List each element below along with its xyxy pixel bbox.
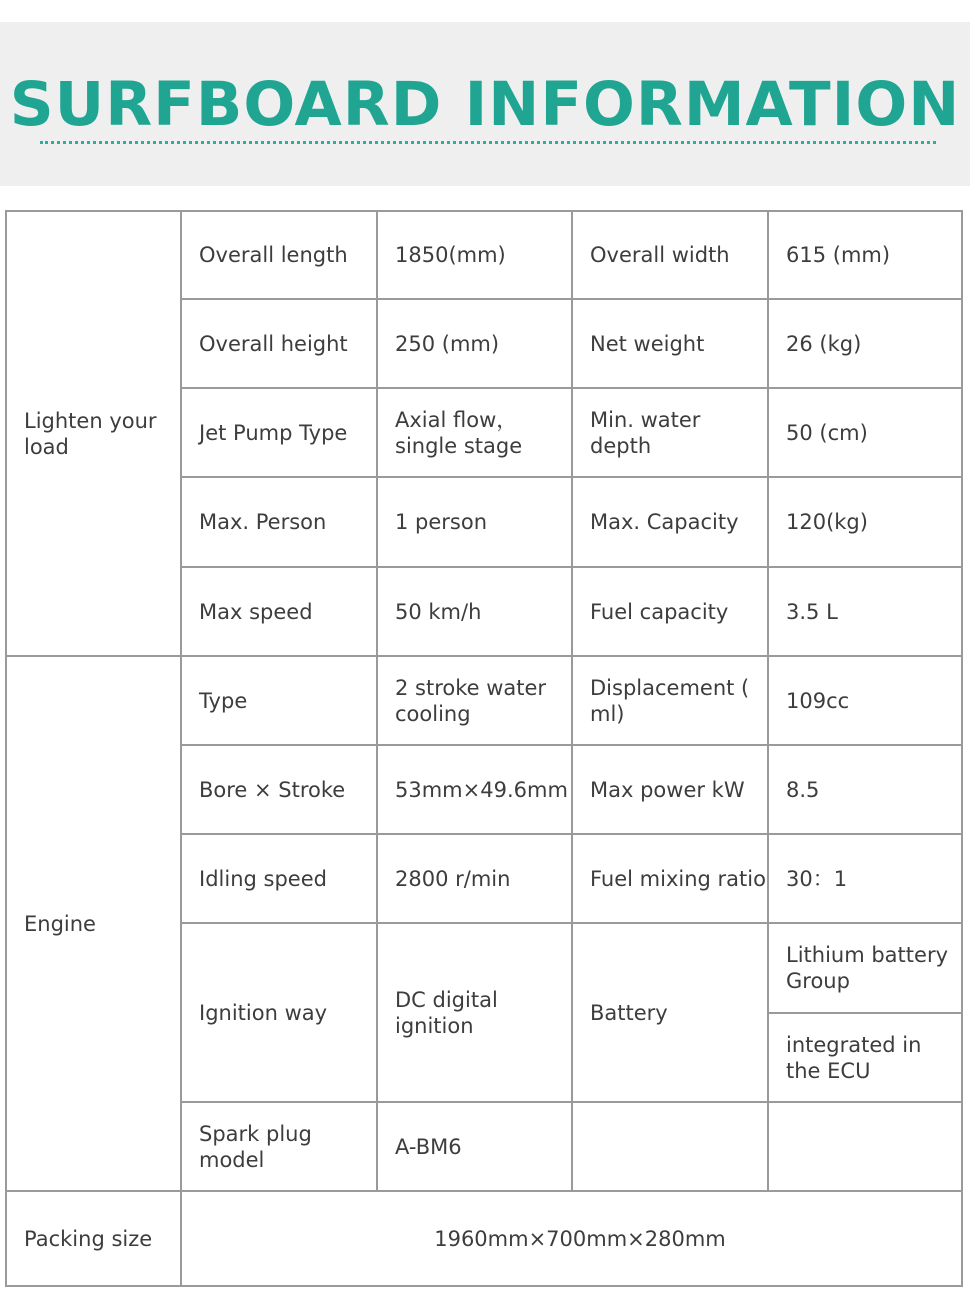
label-jet-pump: Jet Pump Type bbox=[181, 388, 377, 477]
value-packing-size: 1960mm×700mm×280mm bbox=[181, 1191, 962, 1286]
value-jet-pump: Axial flow，single stage bbox=[377, 388, 572, 477]
label-spark-plug: Spark plug model bbox=[181, 1102, 377, 1191]
label-overall-height: Overall height bbox=[181, 299, 377, 388]
value-min-water-depth: 50 (cm) bbox=[768, 388, 962, 477]
table-row bbox=[6, 211, 962, 299]
table-row bbox=[6, 656, 962, 745]
section-label-lighten: Lighten your load bbox=[6, 211, 181, 656]
label-battery: Battery bbox=[572, 923, 768, 1102]
label-bore-stroke: Bore × Stroke bbox=[181, 745, 377, 834]
label-max-person: Max. Person bbox=[181, 477, 377, 567]
section-label-packing: Packing size bbox=[6, 1191, 181, 1286]
value-max-speed: 50 km/h bbox=[377, 567, 572, 656]
label-max-power: Max power kW bbox=[572, 745, 768, 834]
value-overall-length: 1850(mm) bbox=[377, 211, 572, 299]
spec-table bbox=[5, 210, 963, 1287]
label-fuel-mixing: Fuel mixing ratio bbox=[572, 834, 768, 923]
value-net-weight: 26 (kg) bbox=[768, 299, 962, 388]
label-overall-width: Overall width bbox=[572, 211, 768, 299]
empty-cell bbox=[572, 1102, 768, 1191]
empty-cell bbox=[768, 1102, 962, 1191]
value-fuel-mixing: 30：1 bbox=[768, 834, 962, 923]
value-battery-type: Lithium battery Group bbox=[768, 923, 962, 1013]
label-fuel-capacity: Fuel capacity bbox=[572, 567, 768, 656]
value-max-capacity: 120(kg) bbox=[768, 477, 962, 567]
value-spark-plug: A-BM6 bbox=[377, 1102, 572, 1191]
label-ignition: Ignition way bbox=[181, 923, 377, 1102]
label-idling-speed: Idling speed bbox=[181, 834, 377, 923]
value-overall-width: 615 (mm) bbox=[768, 211, 962, 299]
label-type: Type bbox=[181, 656, 377, 745]
value-idling-speed: 2800 r/min bbox=[377, 834, 572, 923]
label-net-weight: Net weight bbox=[572, 299, 768, 388]
value-ignition: DC digital ignition bbox=[377, 923, 572, 1102]
value-overall-height: 250 (mm) bbox=[377, 299, 572, 388]
label-displacement: Displacement ( ml) bbox=[572, 656, 768, 745]
dotted-divider bbox=[40, 141, 936, 144]
table-row bbox=[6, 1191, 962, 1286]
label-min-water-depth: Min. water depth bbox=[572, 388, 768, 477]
page-title: SURFBOARD INFORMATION bbox=[9, 69, 961, 140]
value-battery-location: integrated in the ECU bbox=[768, 1013, 962, 1102]
value-fuel-capacity: 3.5 L bbox=[768, 567, 962, 656]
section-label-engine: Engine bbox=[6, 656, 181, 1191]
value-max-person: 1 person bbox=[377, 477, 572, 567]
label-overall-length: Overall length bbox=[181, 211, 377, 299]
value-bore-stroke: 53mm×49.6mm bbox=[377, 745, 572, 834]
value-displacement: 109cc bbox=[768, 656, 962, 745]
label-max-capacity: Max. Capacity bbox=[572, 477, 768, 567]
value-type: 2 stroke water cooling bbox=[377, 656, 572, 745]
title-banner bbox=[0, 22, 970, 186]
label-max-speed: Max speed bbox=[181, 567, 377, 656]
value-max-power: 8.5 bbox=[768, 745, 962, 834]
